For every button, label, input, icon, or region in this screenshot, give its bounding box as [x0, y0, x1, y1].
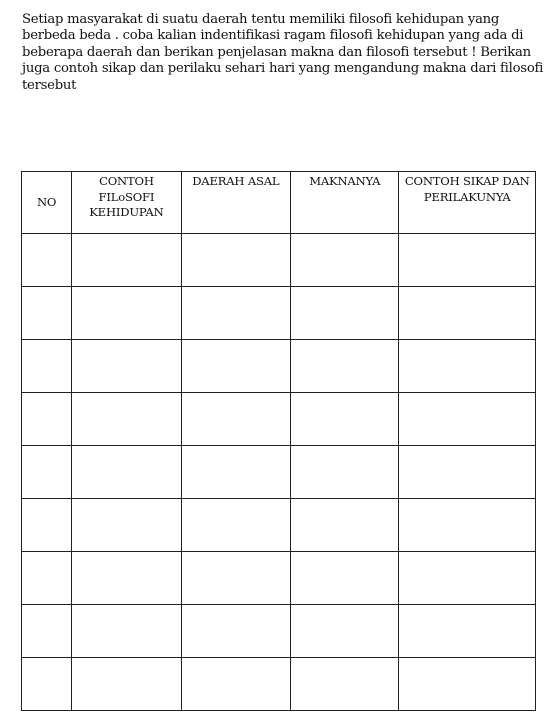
cell-contoh-filosofi[interactable] — [72, 605, 181, 658]
cell-contoh-sikap[interactable] — [399, 340, 536, 393]
header-daerah-asal: DAERAH ASAL — [181, 172, 290, 234]
cell-maknanya[interactable] — [291, 605, 399, 658]
table-row — [22, 552, 536, 605]
header-sikap-line-1: CONTOH SIKAP DAN — [404, 174, 530, 188]
header-sikap-line-2: PERILAKUNYA — [423, 189, 511, 204]
cell-contoh-filosofi[interactable] — [72, 658, 181, 711]
cell-contoh-sikap[interactable] — [399, 499, 536, 552]
cell-daerah-asal[interactable] — [181, 287, 290, 340]
header-contoh-line-3: KEHIDUPAN — [89, 205, 164, 219]
header-maknanya: MAKNANYA — [291, 172, 399, 234]
header-no: NO — [22, 172, 72, 234]
instructions-text: Setiap masyarakat di suatu daerah tentu memiliki filosofi kehidupan yang berbeda beda . coba kalian indentifikasi ragam filosofi kehidupan yang ada di beberapa daerah dan berikan penjelasan makna dan filosofi tersebut ! Berikan juga contoh sikap dan perilaku sehari hari yang mengandung makna dari filosofi tersebut — [22, 12, 544, 93]
table-row — [22, 658, 536, 711]
cell-no[interactable] — [22, 393, 72, 446]
header-contoh-line-1: CONTOH — [99, 174, 154, 188]
table-row — [22, 446, 536, 499]
cell-contoh-filosofi[interactable] — [72, 340, 181, 393]
table-row — [22, 605, 536, 658]
cell-daerah-asal[interactable] — [181, 499, 290, 552]
cell-daerah-asal[interactable] — [181, 552, 290, 605]
table-row — [22, 499, 536, 552]
cell-no[interactable] — [22, 552, 72, 605]
cell-maknanya[interactable] — [291, 287, 399, 340]
cell-contoh-sikap[interactable] — [399, 393, 536, 446]
cell-contoh-filosofi[interactable] — [72, 446, 181, 499]
cell-contoh-sikap[interactable] — [399, 446, 536, 499]
table-body — [22, 234, 536, 711]
cell-no[interactable] — [22, 234, 72, 287]
cell-contoh-sikap[interactable] — [399, 605, 536, 658]
cell-daerah-asal[interactable] — [181, 393, 290, 446]
cell-no[interactable] — [22, 340, 72, 393]
cell-contoh-sikap[interactable] — [399, 287, 536, 340]
cell-no[interactable] — [22, 287, 72, 340]
cell-contoh-filosofi[interactable] — [72, 393, 181, 446]
cell-maknanya[interactable] — [291, 552, 399, 605]
cell-no[interactable] — [22, 446, 72, 499]
table-row — [22, 393, 536, 446]
table-row — [22, 340, 536, 393]
cell-contoh-sikap[interactable] — [399, 658, 536, 711]
worksheet-table — [21, 171, 536, 711]
cell-contoh-filosofi[interactable] — [72, 499, 181, 552]
table-row — [22, 287, 536, 340]
cell-maknanya[interactable] — [291, 658, 399, 711]
cell-daerah-asal[interactable] — [181, 446, 290, 499]
cell-maknanya[interactable] — [291, 446, 399, 499]
cell-contoh-sikap[interactable] — [399, 552, 536, 605]
cell-daerah-asal[interactable] — [181, 340, 290, 393]
cell-contoh-filosofi[interactable] — [72, 552, 181, 605]
table-row — [22, 234, 536, 287]
cell-contoh-sikap[interactable] — [399, 234, 536, 287]
cell-no[interactable] — [22, 605, 72, 658]
cell-no[interactable] — [22, 499, 72, 552]
cell-contoh-filosofi[interactable] — [72, 287, 181, 340]
cell-daerah-asal[interactable] — [181, 234, 290, 287]
header-contoh-filosofi — [72, 172, 181, 234]
table-header-row — [22, 172, 536, 234]
cell-daerah-asal[interactable] — [181, 605, 290, 658]
cell-contoh-filosofi[interactable] — [72, 234, 181, 287]
cell-maknanya[interactable] — [291, 393, 399, 446]
cell-maknanya[interactable] — [291, 340, 399, 393]
cell-daerah-asal[interactable] — [181, 658, 290, 711]
header-contoh-line-2: FILoSOFI — [98, 189, 155, 204]
header-contoh-sikap — [399, 172, 536, 234]
cell-maknanya[interactable] — [291, 499, 399, 552]
cell-maknanya[interactable] — [291, 234, 399, 287]
cell-no[interactable] — [22, 658, 72, 711]
